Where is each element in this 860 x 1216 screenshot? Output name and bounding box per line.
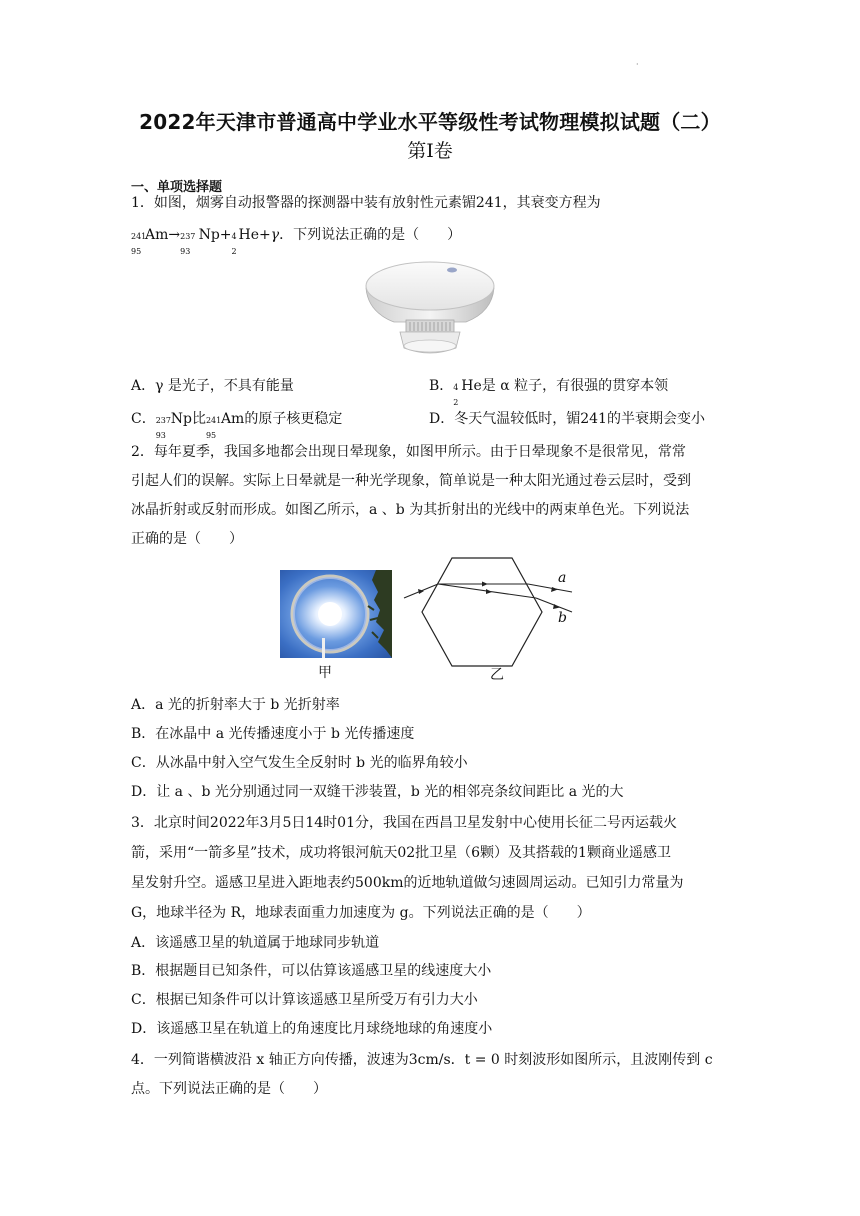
q1-c-pre: C．	[131, 411, 156, 427]
page-title: 2022年天津市普通高中学业水平等级性考试物理模拟试题（二）	[139, 110, 721, 134]
section-heading: 一、单项选择题	[131, 180, 223, 195]
q2-line1: 2．每年夏季，我国多地都会出现日晕现象，如图甲所示。由于日晕现象不是很常见，常常	[131, 444, 686, 460]
q1-b-z: 2	[453, 398, 459, 407]
q1-c-np: Np	[170, 411, 192, 427]
q1-c-am: Am	[220, 411, 245, 427]
q1-c-mid: 比	[191, 411, 206, 427]
q3-line3: 星发射升空。遥感卫星进入距地表约500km的近地轨道做匀速圆周运动。已知引力常量为	[131, 875, 684, 891]
q1-c-post: 的原子核更稳定	[244, 411, 343, 427]
page-subtitle: 第Ⅰ卷	[407, 140, 453, 162]
smoke-detector-image	[360, 256, 500, 360]
eq-plus-1: +	[219, 227, 232, 243]
q3-line1: 3．北京时间2022年3月5日14时01分，我国在西昌卫星发射中心使用长征二号丙运载火	[131, 815, 677, 831]
q3-option-c: C．根据已知条件可以计算该遥感卫星所受万有引力大小	[131, 992, 478, 1008]
q2-option-a: A．a 光的折射率大于 b 光折射率	[131, 697, 340, 713]
q1-c-am-mass: 241	[205, 416, 222, 425]
eq-gamma: γ	[270, 227, 280, 243]
q2-option-c: C．从冰晶中射入空气发生全反射时 b 光的临界角较小	[131, 755, 468, 771]
q4-line1: 4．一列简谐横波沿 x 轴正方向传播，波速为3cm/s．t = 0 时刻波形如图所示，且波刚传到 c	[131, 1052, 713, 1068]
q2-option-d: D．让 a 、b 光分别通过同一双缝干涉装置，b 光的相邻亮条纹间距比 a 光的大	[131, 784, 624, 800]
q1-line1: 1．如图，烟雾自动报警器的探测器中装有放射性元素镅241，其衰变方程为	[131, 195, 601, 211]
eq-np-mass: 237	[180, 232, 196, 241]
q2-line3: 冰晶折射或反射而形成。如图乙所示，a 、b 为其折射出的光线中的两束单色光。下列说法	[131, 502, 690, 518]
q3-line2: 箭，采用“一箭多星”技术，成功将银河航天02批卫星（6颗）及其搭载的1颗商业遥感卫	[131, 845, 671, 861]
eq-am: Am	[145, 227, 169, 243]
eq-am-mass: 241	[131, 232, 147, 241]
sun-halo-photo	[280, 570, 392, 658]
eq-he-z: 2	[231, 247, 237, 256]
q1-option-a: A．γ 是光子，不具有能量	[131, 378, 294, 394]
header-dot: ·	[636, 60, 639, 69]
eq-plus-2: +	[259, 227, 271, 243]
q3-option-b: B．根据题目已知条件，可以估算该遥感卫星的线速度大小	[131, 963, 492, 979]
q1-c-am-z: 95	[205, 431, 217, 440]
q1-option-b	[429, 375, 669, 407]
figure-label-yi: 乙	[490, 667, 504, 683]
q4-line2: 点。下列说法正确的是（ ）	[131, 1081, 327, 1097]
q3-line4: G，地球半径为 R，地球表面重力加速度为 g。下列说法正确的是（ ）	[131, 905, 591, 921]
eq-he: He	[238, 227, 260, 243]
eq-tail: ．下列说法正确的是（ ）	[279, 227, 462, 243]
q1-option-d: D．冬天气温较低时，镅241的半衰期会变小	[429, 411, 705, 427]
ray-a-label: a	[558, 570, 567, 586]
q3-option-d: D．该遥感卫星在轨道上的角速度比月球绕地球的角速度小	[131, 1021, 493, 1037]
q1-c-np-z: 93	[155, 431, 166, 440]
q1-b-post: 是 α 粒子，有很强的贯穿本领	[481, 378, 669, 394]
eq-arrow: →	[168, 227, 181, 243]
eq-np: Np	[198, 227, 220, 243]
figure-label-jia: 甲	[318, 665, 332, 681]
q2-line4: 正确的是（ ）	[131, 531, 243, 547]
ray-b-label: b	[558, 610, 567, 626]
q1-equation	[131, 224, 462, 256]
eq-am-z: 95	[131, 247, 142, 256]
q1-b-mass: 4	[453, 383, 459, 392]
q1-option-c	[131, 408, 343, 440]
q1-b-pre: B．	[429, 378, 454, 394]
q2-option-b: B．在冰晶中 a 光传播速度小于 b 光传播速度	[131, 726, 415, 742]
q1-c-np-mass: 237	[155, 416, 171, 425]
q3-option-a: A．该遥感卫星的轨道属于地球同步轨道	[131, 935, 380, 951]
eq-np-z: 93	[180, 247, 191, 256]
q1-b-he: He	[461, 378, 482, 394]
q2-line2: 引起人们的误解。实际上日晕就是一种光学现象，简单说是一种太阳光通过卷云层时，受到	[131, 473, 691, 489]
eq-he-mass: 4	[231, 232, 237, 241]
